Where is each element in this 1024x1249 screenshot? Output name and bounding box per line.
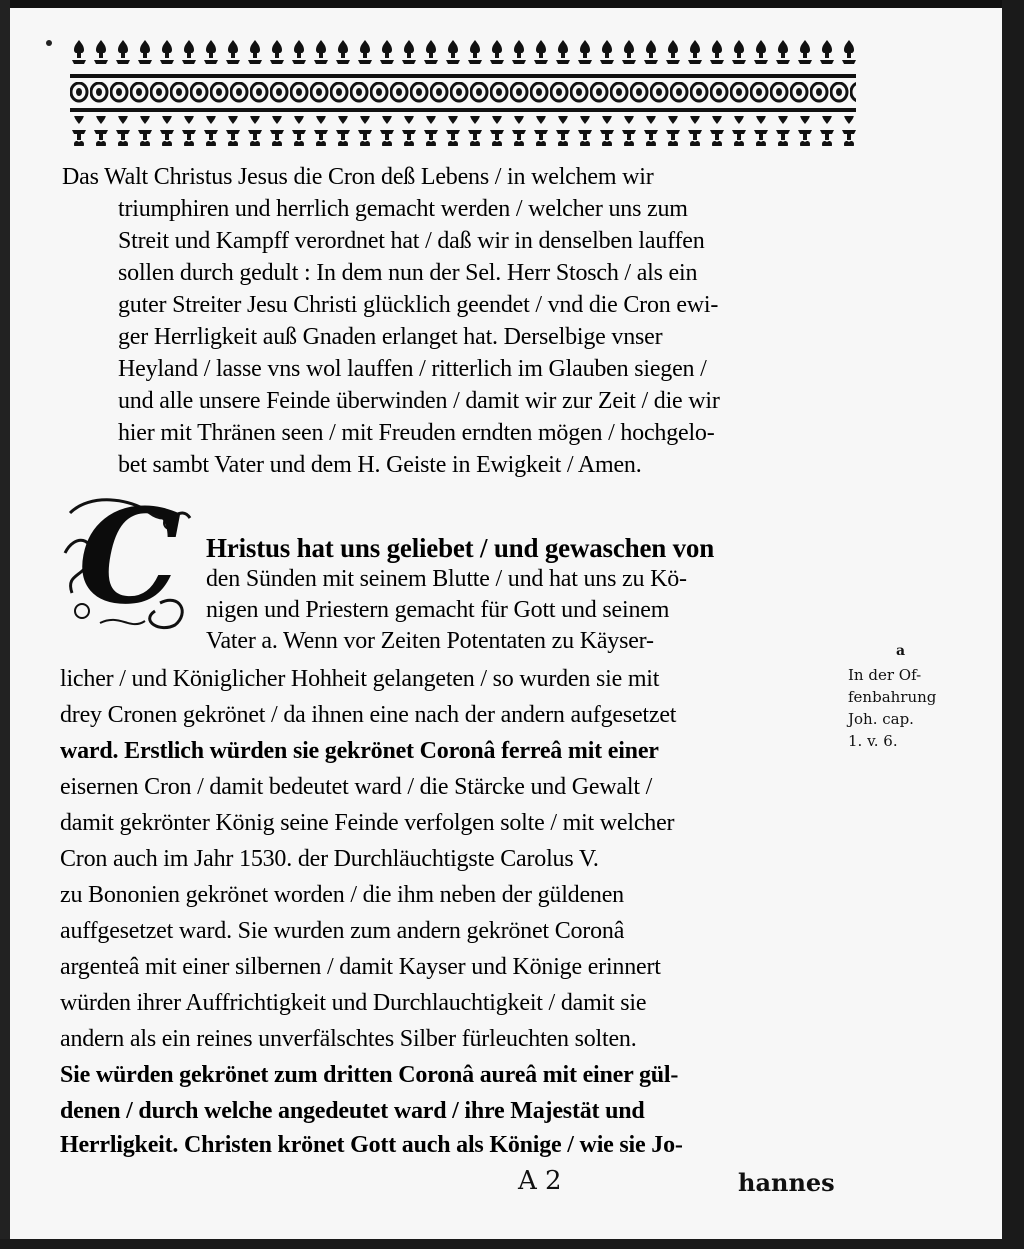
text-line: würden ihrer Auffrichtigkeit und Durchlauchtigkeit / damit sie — [60, 990, 647, 1016]
text-line: Herrligkeit. Christen krönet Gott auch als Könige / wie sie Jo- — [60, 1132, 683, 1158]
text-line: Das Walt Christus Jesus die Cron deß Lebens / in welchem wir — [62, 164, 654, 190]
text-line: argenteâ mit einer silbernen / damit Kayser und Könige erinnert — [60, 954, 661, 980]
footnote-mark: a — [896, 643, 906, 659]
margin-note-line: 1. v. 6. — [848, 732, 898, 750]
drop-cap-letter: C — [78, 480, 182, 633]
scan-border-right — [1002, 0, 1024, 1249]
text-line: eisernen Cron / damit bedeutet ward / die Stärcke und Gewalt / — [60, 774, 653, 800]
text-line: guter Streiter Jesu Christi glücklich geendet / vnd die Cron ewi- — [118, 292, 719, 318]
text-line: den Sünden mit seinem Blutte / und hat uns zu Kö- — [206, 566, 687, 592]
text-line: Streit und Kampff verordnet hat / daß wir in denselben lauffen — [118, 228, 705, 254]
text-line: Vater a. Wenn vor Zeiten Potentaten zu Käyser- — [206, 628, 654, 654]
text-line: Hristus hat uns geliebet / und gewaschen von — [206, 533, 715, 563]
text-line: und alle unsere Feinde überwinden / damit wir zur Zeit / die wir — [118, 388, 720, 414]
margin-note-line: fenbahrung — [848, 688, 937, 706]
text-line: Sie würden gekrönet zum dritten Coronâ aureâ mit einer gül- — [60, 1062, 679, 1088]
text-line: damit gekrönter König seine Feinde verfolgen solte / mit welcher — [60, 810, 675, 836]
header-ornament — [70, 38, 856, 150]
scan-border-left — [0, 0, 10, 1249]
margin-note-line: In der Of- — [848, 666, 922, 684]
text-line: sollen durch gedult : In dem nun der Sel. Herr Stosch / als ein — [118, 260, 698, 286]
signature-mark: A 2 — [518, 1166, 562, 1196]
catchword: hannes — [738, 1168, 835, 1197]
scan-border-bottom — [0, 1239, 1024, 1249]
text-line: denen / durch welche angedeutet ward / ihre Majestät und — [60, 1098, 645, 1124]
text-line: ward. Erstlich würden sie gekrönet Coronâ ferreâ mit einer — [60, 738, 659, 764]
margin-note-line: Joh. cap. — [848, 710, 914, 728]
text-line: andern als ein reines unverfälschtes Silber fürleuchten solten. — [60, 1026, 637, 1052]
text-line: zu Bononien gekrönet worden / die ihm neben der güldenen — [60, 882, 624, 908]
decorated-initial — [60, 480, 198, 633]
text-line: Cron auch im Jahr 1530. der Durchläuchtigste Carolus V. — [60, 846, 599, 872]
text-line: bet sambt Vater und dem H. Geiste in Ewigkeit / Amen. — [118, 452, 642, 478]
scan-border-top — [0, 0, 1024, 8]
ink-speck — [46, 40, 52, 46]
text-line: Heyland / lasse vns wol lauffen / ritterlich im Glauben siegen / — [118, 356, 707, 382]
text-line: triumphiren und herrlich gemacht werden / welcher uns zum — [118, 196, 688, 222]
text-line: licher / und Königlicher Hohheit gelangeten / so wurden sie mit — [60, 666, 660, 692]
text-line: drey Cronen gekrönet / da ihnen eine nach der andern aufgesetzet — [60, 702, 677, 728]
text-line: nigen und Priestern gemacht für Gott und seinem — [206, 597, 670, 623]
text-line: hier mit Thränen seen / mit Freuden erndten mögen / hochgelo- — [118, 420, 715, 446]
text-line: ger Herrligkeit auß Gnaden erlanget hat. Derselbige vnser — [118, 324, 663, 350]
text-line: auffgesetzet ward. Sie wurden zum andern gekrönet Coronâ — [60, 918, 625, 944]
